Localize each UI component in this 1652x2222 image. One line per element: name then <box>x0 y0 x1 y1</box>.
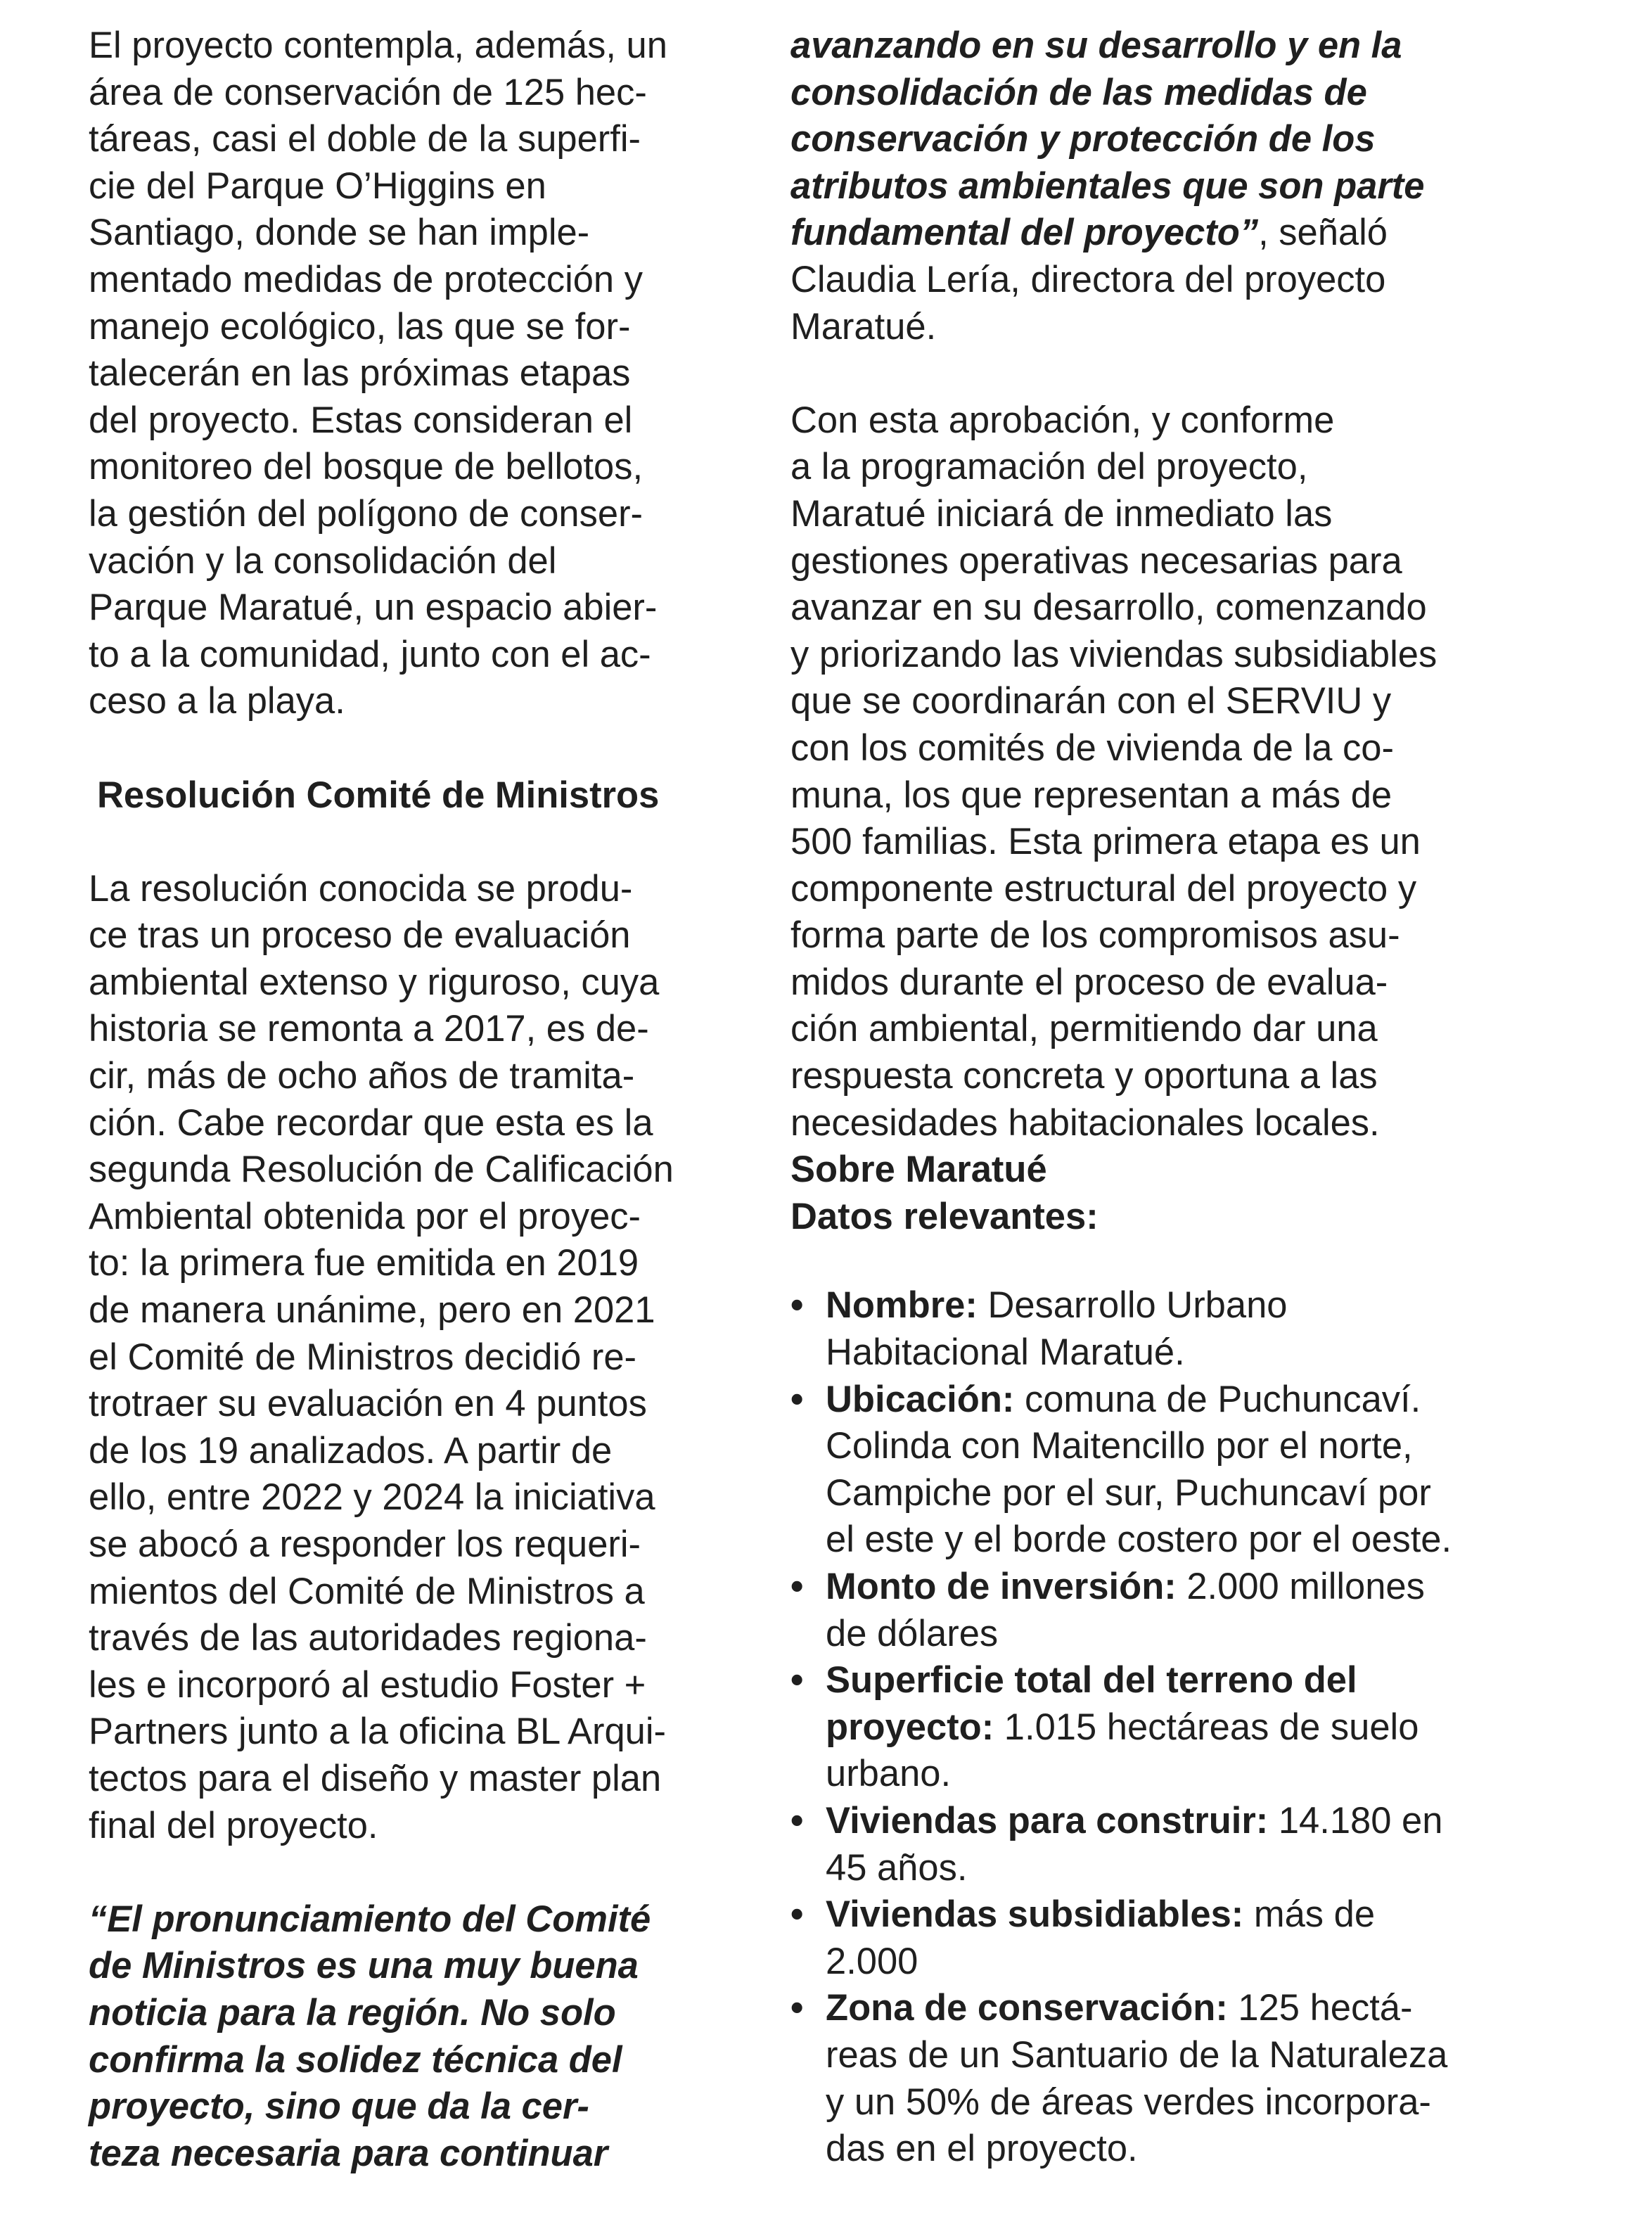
data-item-value: 2.000 millones de dólares <box>826 1566 1425 1654</box>
left-column <box>89 23 754 2177</box>
bullet-icon: • <box>790 1566 804 1607</box>
data-item-label: Viviendas subsidiables: <box>826 1894 1244 1936</box>
data-list-item <box>790 1657 1550 1798</box>
data-item-value: 1.015 hectáreas de suelo urbano. <box>826 1706 1419 1795</box>
attribution-inline: , señaló <box>1258 212 1388 254</box>
attribution-rest: Claudia Lería, directora del proyecto Maratué. <box>790 258 1386 347</box>
bullet-icon: • <box>790 1378 804 1420</box>
about-heading: Sobre Maratué <box>790 1149 1047 1191</box>
quote-start: “El pronunciamiento del Comité de Ministros es una muy buena noticia para la región. No solo confirma la solidez técnica del proyecto, sino que da la cer- teza necesaria para continuar <box>89 1898 651 2174</box>
data-item-label: Ubicación: <box>826 1378 1015 1420</box>
data-item-label: Superficie total del terreno del proyecto: <box>826 1659 1357 1748</box>
intro-paragraph: El proyecto contempla, además, un área de conservación de 125 hec- táreas, casi el doble de la superfi- cie del Parque O’Higgins en Santiago, donde se han imple- mentado medidas de protección y manejo ecológico, las que se for- talecerán en las próximas etapas del proyecto. Estas consideran el monitoreo del bosque de bellotos, la gestión del polígono de conser- vación y la consolidación del Parque Maratué, un espacio abier- to a la comunidad, junto con el ac- ceso a la playa. <box>89 25 667 722</box>
quote-end: avanzando en su desarrollo y en la consolidación de las medidas de conservación y protección de los atributos ambientales que son parte fundamental del proyecto” <box>790 25 1425 254</box>
data-item-value: Desarrollo Urbano Habitacional Maratué. <box>826 1284 1288 1374</box>
data-item-value: más de 2.000 <box>826 1894 1376 1982</box>
data-list <box>790 1282 1550 2172</box>
data-item-value: comuna de Puchuncaví. Colinda con Maitencillo por el norte, Campiche por el sur, Puchuncaví por el este y el borde costero por el oeste. <box>826 1378 1452 1561</box>
bullet-icon: • <box>790 1987 804 2029</box>
right-column <box>790 23 1550 2173</box>
bullet-icon: • <box>790 1799 804 1841</box>
data-list-item <box>790 1798 1550 1891</box>
bullet-icon: • <box>790 1659 804 1701</box>
data-list-item <box>790 1377 1550 1564</box>
data-list-item <box>790 1564 1550 1657</box>
quote-continuation <box>790 23 1550 350</box>
data-item-label: Viviendas para construir: <box>826 1799 1269 1841</box>
data-list-item <box>790 1891 1550 1985</box>
data-item-label: Nombre: <box>826 1284 978 1327</box>
data-item-value: 14.180 en 45 años. <box>826 1799 1443 1889</box>
resolution-paragraph: La resolución conocida se produ- ce tras un proceso de evaluación ambiental extenso y riguroso, cuya historia se remonta a 2017, es de- cir, más de ocho años de tramita- ción. Cabe recordar que esta es la segunda Resolución de Calificación Ambiental obtenida por el proyec- to: la primera fue emitida en 2019 de manera unánime, pero en 2021 el Comité de Ministros decidió re- trotraer su evaluación en 4 puntos de los 19 analizados. A partir de ello, entre 2022 y 2024 la iniciativa se abocó a responder los requeri- mientos del Comité de Ministros a través de las autoridades regiona- les e incorporó al estudio Foster + Partners junto a la oficina BL Arqui- tectos para el diseño y master plan final del proyecto. <box>89 867 674 1846</box>
data-item-label: Zona de conservación: <box>826 1987 1228 2029</box>
data-item-label: Monto de inversión: <box>826 1566 1177 1607</box>
bullet-icon: • <box>790 1894 804 1936</box>
bullet-icon: • <box>790 1284 804 1327</box>
data-list-item <box>790 1985 1550 2172</box>
data-item-value: 125 hectá- reas de un Santuario de la Naturaleza y un 50% de áreas verdes incorpora- das en el proyecto. <box>826 1987 1448 2170</box>
data-heading: Datos relevantes: <box>790 1195 1099 1237</box>
data-list-item <box>790 1282 1550 1376</box>
section-heading: Resolución Comité de Ministros <box>97 774 660 816</box>
approval-paragraph: Con esta aprobación, y conforme a la programación del proyecto, Maratué iniciará de inmediato las gestiones operativas necesarias para avanzar en su desarrollo, comenzando y priorizando las viviendas subsidiables que se coordinarán con el SERVIU y con los comités de vivienda de la co- muna, los que representan a más de 500 familias. Esta primera etapa es un componente estructural del proyecto y forma parte de los compromisos asu- midos durante el proceso de evalua- ción ambiental, permitiendo dar una respuesta concreta y oportuna a las necesidades habitacionales locales. <box>790 399 1438 1144</box>
